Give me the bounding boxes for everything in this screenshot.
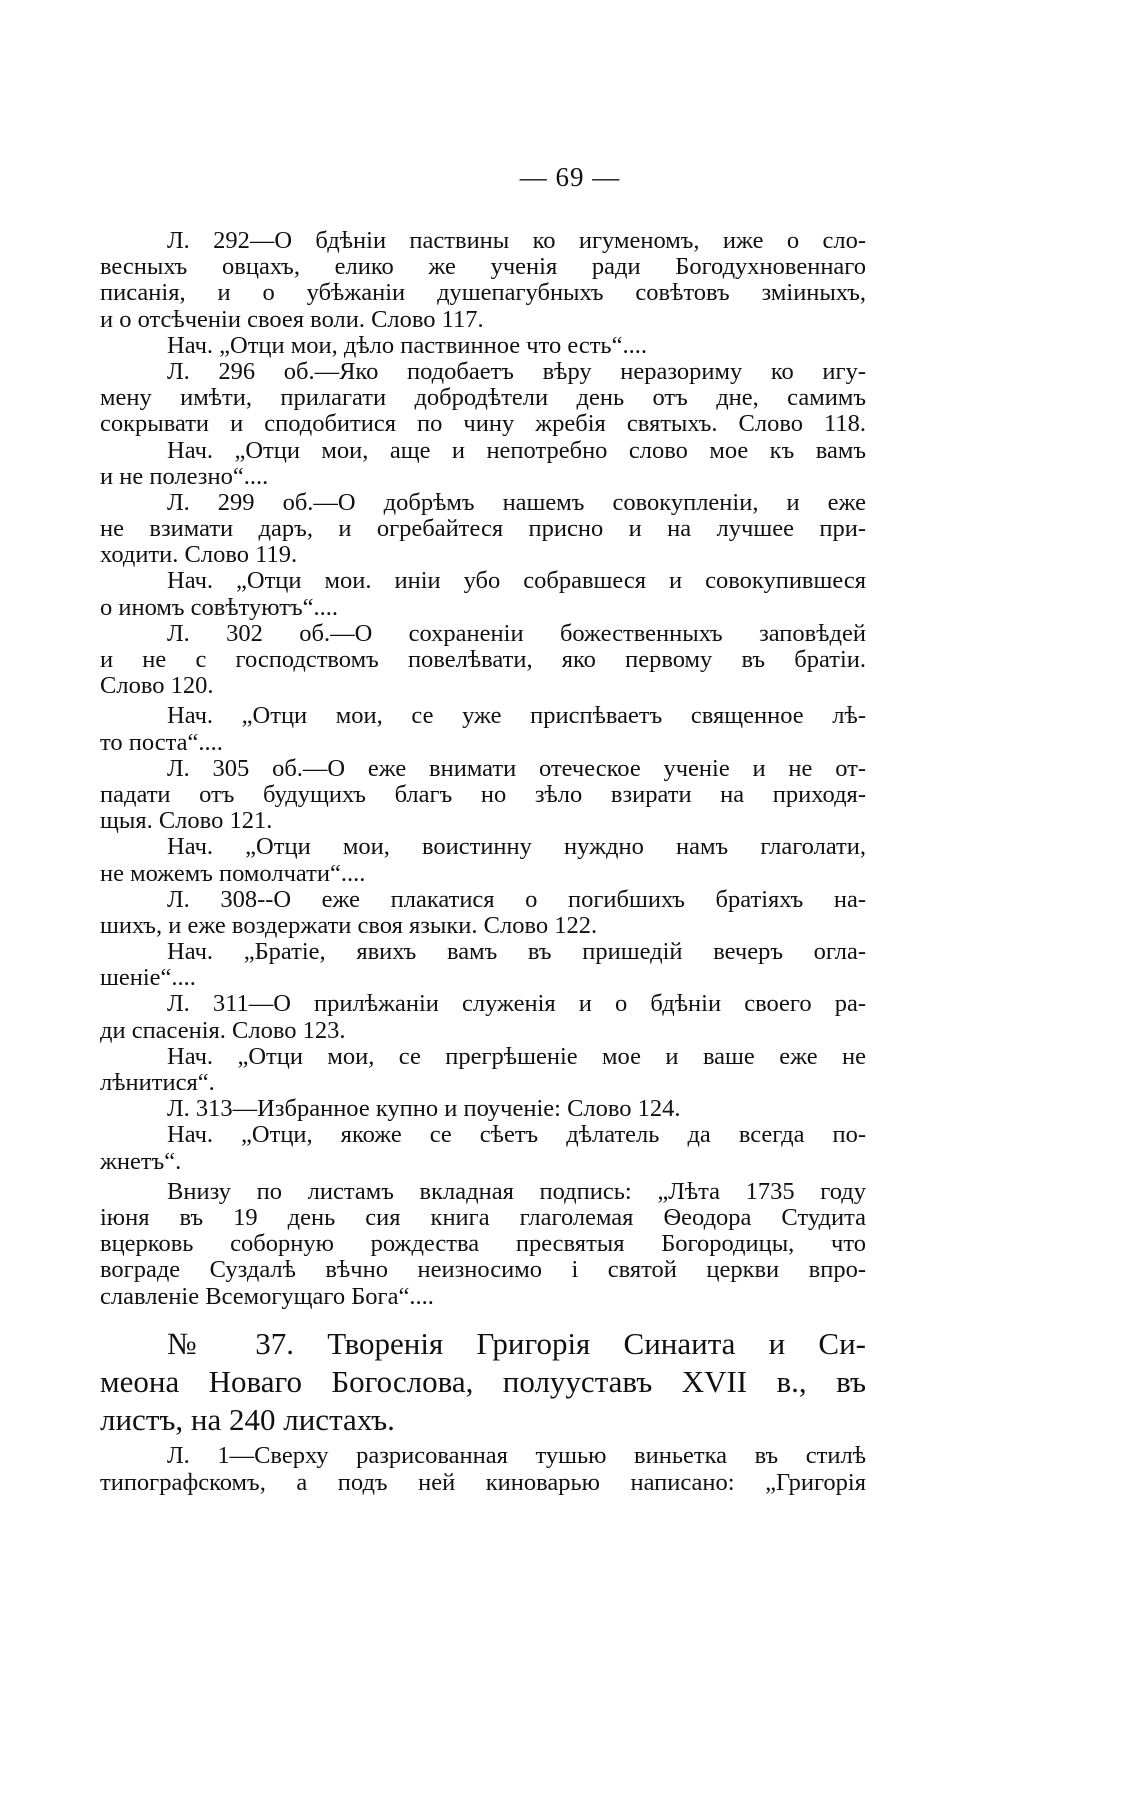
page-number: — 69 — bbox=[519, 162, 621, 192]
text-line: Л. 1—Сверху разрисованная тушью виньетка въ стилѣ bbox=[167, 1442, 866, 1469]
text-line: и не с господствомъ повелѣвати, яко первому въ братіи. bbox=[100, 646, 866, 673]
text-line: ходити. Слово 119. bbox=[100, 541, 298, 569]
heading-line: меона Новаго Богослова, полууставъ XVII в., въ bbox=[100, 1364, 866, 1399]
heading-line: листъ, на 240 листахъ. bbox=[100, 1402, 395, 1437]
entry-l311 bbox=[100, 991, 866, 1043]
text-line: жнетъ“. bbox=[100, 1147, 182, 1175]
text-line: Л. 302 об.—О сохраненіи божественныхъ заповѣдей bbox=[167, 619, 866, 647]
incipit-l299 bbox=[100, 568, 866, 620]
text-line: Л. 308--О еже плакатися о погибшихъ братіяхъ на- bbox=[167, 885, 866, 913]
text-line: Л. 292—О бдѣніи паствины ко игуменомъ, иже о сло- bbox=[167, 227, 866, 254]
text-line: Нач. „Отци мои, аще и непотребно слово мое къ вамъ bbox=[167, 436, 866, 464]
entry-l308 bbox=[100, 887, 866, 939]
text-line: Нач. „Отци мои, дѣло паствинное что есть“.... bbox=[167, 331, 647, 359]
heading-line: № 37. Творенія Григорія Синаита и Си- bbox=[167, 1326, 866, 1361]
text-line: Л. 296 об.—Яко подобаетъ вѣру неразориму ко игу- bbox=[167, 357, 866, 385]
text-line: Нач. „Отци мои, се уже приспѣваетъ священное лѣ- bbox=[167, 702, 866, 730]
incipit-l313 bbox=[100, 1122, 866, 1174]
text-line: шихъ, и еже воздержати своя языки. Слово 122. bbox=[100, 911, 598, 939]
text-line: падати отъ будущихъ благъ но зѣло взирати на приходя- bbox=[100, 780, 866, 808]
text-line: Нач. „Отци, якоже се сѣетъ дѣлатель да всегда по- bbox=[167, 1121, 866, 1149]
text-line: щыя. Слово 121. bbox=[100, 807, 273, 835]
text-line: Нач. „Отци мои, се прегрѣшеніе мое и ваше еже не bbox=[167, 1042, 866, 1070]
entry-l292 bbox=[100, 228, 866, 333]
text-line: Внизу по листамъ вкладная подпись: „Лѣта 1735 году bbox=[167, 1177, 866, 1205]
entry-l1 bbox=[100, 1442, 866, 1496]
text-line: Слово 120. bbox=[100, 672, 214, 700]
text-line: вограде Суздалѣ вѣчно неизносимо і святой церкви впро- bbox=[100, 1256, 866, 1284]
section-heading bbox=[100, 1325, 866, 1439]
entry-l299 bbox=[100, 490, 866, 569]
text-line: славленіе Всемогущаго Бога“.... bbox=[100, 1282, 434, 1310]
entry-l313 bbox=[100, 1096, 866, 1122]
text-line: Л. 313—Избранное купно и поученіе: Слово 124. bbox=[167, 1095, 681, 1123]
text-line: Л. 305 об.—О еже внимати отеческое ученіе и не от- bbox=[167, 754, 866, 782]
text-line: Л. 299 об.—О добрѣмъ нашемъ совокупленіи, и еже bbox=[167, 488, 866, 516]
donation-inscription bbox=[100, 1179, 866, 1310]
text-line: то поста“.... bbox=[100, 728, 223, 756]
text-line: писанія, и о убѣжаніи душепагубныхъ совѣтовъ зміиныхъ, bbox=[100, 279, 866, 307]
text-line: и не полезно“.... bbox=[100, 462, 269, 490]
text-line: Нач. „Отци мои, воистинну нуждно намъ глаголати, bbox=[167, 833, 866, 861]
text-line: іюня въ 19 день сия книга глаголемая Ѳеодора Студита bbox=[100, 1203, 866, 1231]
text-line: весныхъ овцахъ, елико же ученія ради Богодухновеннаго bbox=[100, 253, 866, 281]
incipit-l292 bbox=[100, 333, 866, 359]
text-line: сокрывати и сподобитися по чину жребія святыхъ. Слово 118. bbox=[100, 410, 866, 438]
incipit-l302 bbox=[100, 703, 866, 755]
text-line: не можемъ помолчати“.... bbox=[100, 859, 366, 887]
entry-l296 bbox=[100, 359, 866, 438]
text-line: ди спасенія. Слово 123. bbox=[100, 1016, 346, 1044]
text-line: мену имѣти, прилагати добродѣтели день отъ дне, самимъ bbox=[100, 384, 866, 412]
text-line: о иномъ совѣтуютъ“.... bbox=[100, 593, 339, 621]
text-line: Нач. „Отци мои. иніи убо собравшеся и совокупившеся bbox=[167, 567, 866, 595]
incipit-l296 bbox=[100, 438, 866, 490]
incipit-l305 bbox=[100, 834, 866, 886]
text-line: Нач. „Братіе, явихъ вамъ въ пришедій вечеръ огла- bbox=[167, 938, 866, 966]
text-line: типографскомъ, а подъ ней киноварью написано: „Григорія bbox=[100, 1469, 866, 1496]
incipit-l308 bbox=[100, 939, 866, 991]
entry-l305 bbox=[100, 756, 866, 835]
text-line: шеніе“.... bbox=[100, 964, 196, 992]
text-line: вцерковь соборную рождества пресвятыя Богородицы, что bbox=[100, 1230, 866, 1258]
incipit-l311 bbox=[100, 1044, 866, 1096]
catalog-body bbox=[100, 228, 866, 1310]
text-line: и о отсѣченіи своея воли. Слово 117. bbox=[100, 305, 484, 333]
text-line: лѣнитися“. bbox=[100, 1069, 215, 1096]
text-line: Л. 311—О прилѣжаніи служенія и о бдѣніи своего ра- bbox=[167, 990, 866, 1018]
entry-l302 bbox=[100, 621, 866, 700]
text-line: не взимати даръ, и огребайтеся присно и на лучшее при- bbox=[100, 515, 866, 543]
